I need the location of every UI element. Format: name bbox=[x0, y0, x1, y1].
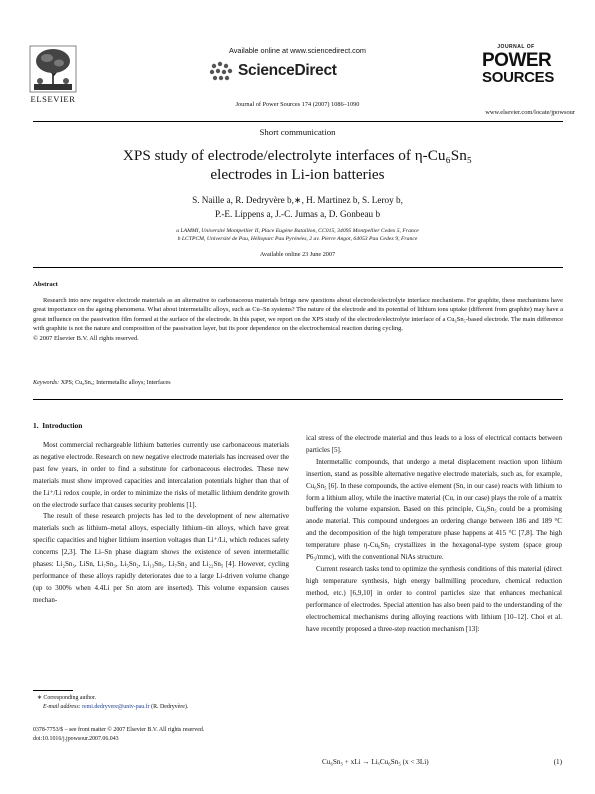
section-title: Introduction bbox=[42, 421, 83, 430]
footnote-divider bbox=[33, 690, 73, 691]
journal-cover-line-2: POWER bbox=[482, 50, 552, 71]
sciencedirect-logo bbox=[208, 60, 238, 84]
article-title bbox=[60, 146, 535, 184]
paragraph: The result of these research projects has led to the development of new alternative materials such as lithium–metal alloys, especially lithium–tin alloys, which have great specific capacities and higher lithium insertion voltages than Li⁺/Li, which reduces safety concerns [2,3]. The Li–Sn phase diagram shows the existence of seven intermetallic phases: Li₂Sn₅, LiSn, Li₇Sn₃, Li₅Sn₂, Li₁₃Sn₅, Li₇Sn₂ and Li₂₂Sn₅ [4]. However, cycling performance of these alloys rapidly deteriorates due to a large Li-driven volume change (up to 300% when 4.4Li per Sn atom are inserted). This volume expansion causes mechan- bbox=[33, 512, 289, 604]
abstract-text bbox=[33, 296, 563, 343]
email-label: E-mail address: bbox=[43, 704, 81, 711]
footnote-text: Corresponding author. bbox=[43, 695, 97, 701]
header-divider bbox=[33, 121, 563, 122]
author-list bbox=[100, 193, 495, 221]
affiliations bbox=[80, 227, 515, 244]
equation-expression: Cu₆Sn₅ + xLi → LiₓCu₆Sn₅ (x < 3Li) bbox=[322, 758, 429, 766]
paragraph: Intermetallic compounds, that undergo a metal displacement reaction upon lithium insertion, stand as possible alternative negative electrode materials, such as, for example, Cu₆Sn₅ [6]. In these compounds, the active element (Sn, in our case) reacts with lithium to form a lithium alloy, while the inactive material (Cu, in our case) plays the role of a matrix buffering the volume expansion. Based on this principle, Cu₆Sn₅ could be a promising anode material. This compound undergoes an ordering change between 186 and 189 °C and the decomposition of the high temperature phase happens at 415 °C [7,8]. The high temperature phase η-Cu₆Sn₅ crystallizes in the hexagonal-type system (space group P6₃/mmc), with the conventional NiAs structure. bbox=[306, 457, 562, 562]
front-matter-info bbox=[33, 726, 333, 745]
journal-cover-line-3: SOURCES bbox=[482, 69, 555, 86]
sciencedirect-dots-icon bbox=[208, 60, 238, 84]
email-link[interactable]: remi.dedryvere@univ-pau.fr bbox=[82, 704, 150, 711]
title-line-2: electrodes in Li-ion batteries bbox=[210, 166, 385, 183]
footnote bbox=[33, 694, 289, 712]
left-column bbox=[33, 440, 289, 607]
issn-line: 0378-7753/$ – see front matter © 2007 Elsevier B.V. All rights reserved. bbox=[33, 727, 205, 733]
elsevier-wordmark: ELSEVIER bbox=[30, 94, 76, 104]
section-heading bbox=[33, 421, 82, 430]
affiliation-a: a LAMMI, Université Montpellier II, Place Eugène Bataillon, CC015, 34095 Montpellier Cedex 5, France bbox=[176, 228, 419, 234]
doi-line[interactable]: doi:10.1016/j.jpowsour.2007.06.043 bbox=[33, 736, 119, 743]
journal-citation: Journal of Power Sources 174 (2007) 1086–1090 bbox=[235, 101, 360, 108]
journal-cover-line-1: JOURNAL OF bbox=[497, 44, 535, 50]
paragraph: Current research tasks tend to optimize the synthesis conditions of this material (direct high temperature synthesis, high energy ballmilling procedure, chemical reduction method, etc.) [6,9,10] in order to control particles size that enhances mechanical performance of electrodes. Special attention has also been paid to the understanding of the electrochemical mechanisms during alloying reactions with lithium [10–12]. Choi et al. have recently proposed a three-step reaction mechanism [13]: bbox=[306, 564, 562, 633]
paragraph: Most commercial rechargeable lithium batteries currently use carbonaceous materials as negative electrode. Research on new negative electrode materials has increased over the past few years, in order to find a substitute for carbonaceous electrodes. These new materials must show improved capacities and intercalation potentials higher than that of the Li⁺/Li redox couple, in order to minimize the risks of metallic lithium dendrite growth on the electrode surface that causes security problems [1]. bbox=[33, 441, 289, 509]
email-suffix: (R. Dedryvère). bbox=[151, 704, 189, 711]
article-type: Short communication bbox=[259, 127, 336, 137]
keywords-list: XPS; Cu₆Sn₅; Intermetallic alloys; Interfaces bbox=[60, 380, 171, 386]
abstract-heading: Abstract bbox=[33, 281, 58, 288]
copyright-notice: © 2007 Elsevier B.V. All rights reserved. bbox=[33, 334, 139, 342]
equation-number: (1) bbox=[553, 758, 562, 766]
available-online-notice: Available online at www.sciencedirect.com bbox=[229, 46, 366, 55]
authors-line-2[interactable]: P.-E. Lippens a, J.-C. Jumas a, D. Gonbeau b bbox=[214, 209, 381, 219]
right-column bbox=[306, 433, 562, 635]
authors-line-1[interactable]: S. Naille a, R. Dedryvère b,∗, H. Martinez b, S. Leroy b, bbox=[192, 195, 403, 205]
keywords-label: Keywords: bbox=[33, 380, 60, 386]
abstract-top-divider bbox=[33, 267, 563, 268]
elsevier-logo bbox=[28, 44, 78, 106]
title-line-1: XPS study of electrode/electrolyte interfaces of η-Cu₆Sn₅ bbox=[122, 147, 473, 164]
keywords bbox=[33, 380, 563, 386]
section-number: 1. bbox=[33, 421, 39, 430]
available-online-date: Available online 23 June 2007 bbox=[259, 251, 336, 258]
journal-cover-logo bbox=[482, 44, 555, 106]
abstract-paragraph: Research into new negative electrode materials as an alternative to carbonaceous materials brings new questions about electrode/electrolyte interface mechanisms. For graphite, these mechanisms have great importance on the ageing phenomena. What about intermetallic alloys, such as Cu–Sn systems? The nature of the electrode and its potential of lithium ions uptake (different from graphite) may have a great influence on the passivation film formed at the surface of the electrode. In this paper, we report on the XPS study of the electrode/electrolyte interface of a Cu₆Sn₅-based electrode. The main difference with graphite is not the nature and composition of the passivation layer, but its poor dependence on the electrochemical reaction during cycling. bbox=[33, 297, 563, 333]
journal-url[interactable]: www.elsevier.com/locate/jpowsour bbox=[485, 109, 575, 116]
paragraph: ical stress of the electrode material and thus leads to a loss of electrical contacts between particles [5]. bbox=[306, 434, 562, 454]
keywords-divider bbox=[33, 399, 563, 400]
affiliation-b: b LCTPCM, Université de Pau, Hélioparc Pau Pyrénées, 2 av. Pierre Angot, 64053 Pau Cedex 9, France bbox=[177, 236, 418, 243]
footnote-marker: ∗ bbox=[37, 695, 42, 701]
sciencedirect-wordmark: ScienceDirect bbox=[238, 62, 337, 79]
